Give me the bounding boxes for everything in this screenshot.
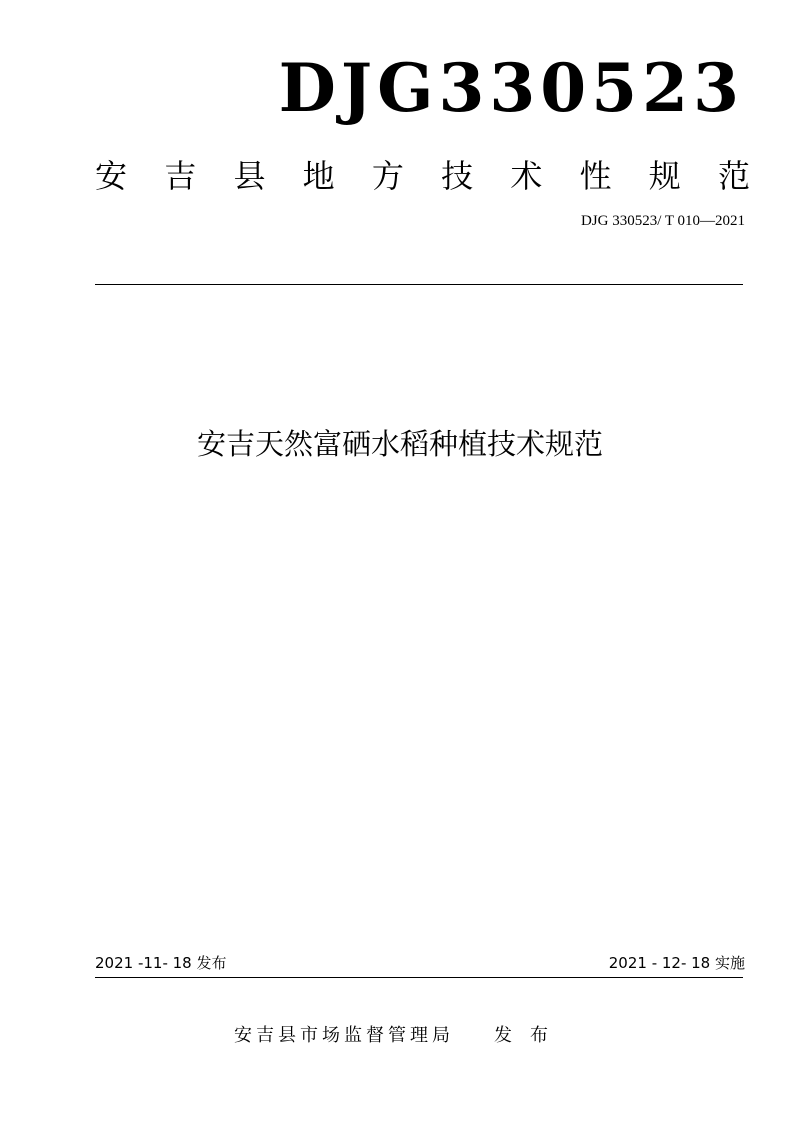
category-char: 规 [648,157,681,195]
standard-code: DJG330523 [278,49,744,127]
category-char: 县 [233,157,266,195]
publisher-name: 安吉县市场监督管理局 [234,1025,454,1046]
issue-date: 2021 -11- 18 发布 [95,954,227,972]
category-char: 性 [579,157,612,195]
category-char: 方 [371,157,404,195]
publish-label: 发布 [494,1025,566,1046]
document-title: 安吉天然富硒水稻种植技术规范 [196,427,603,461]
category-char: 安 [95,157,128,195]
category-char: 地 [302,157,335,195]
standard-number: DJG 330523/ T 010—2021 [580,213,745,229]
category-char: 吉 [164,157,197,195]
category-char: 技 [441,157,474,195]
publisher-line [0,1022,800,1050]
footer-divider [95,977,743,978]
implementation-date: 2021 - 12- 18 实施 [608,954,745,972]
standard-category [95,154,750,198]
header-divider [95,284,743,285]
category-char: 范 [717,157,750,195]
category-char: 术 [510,157,543,195]
